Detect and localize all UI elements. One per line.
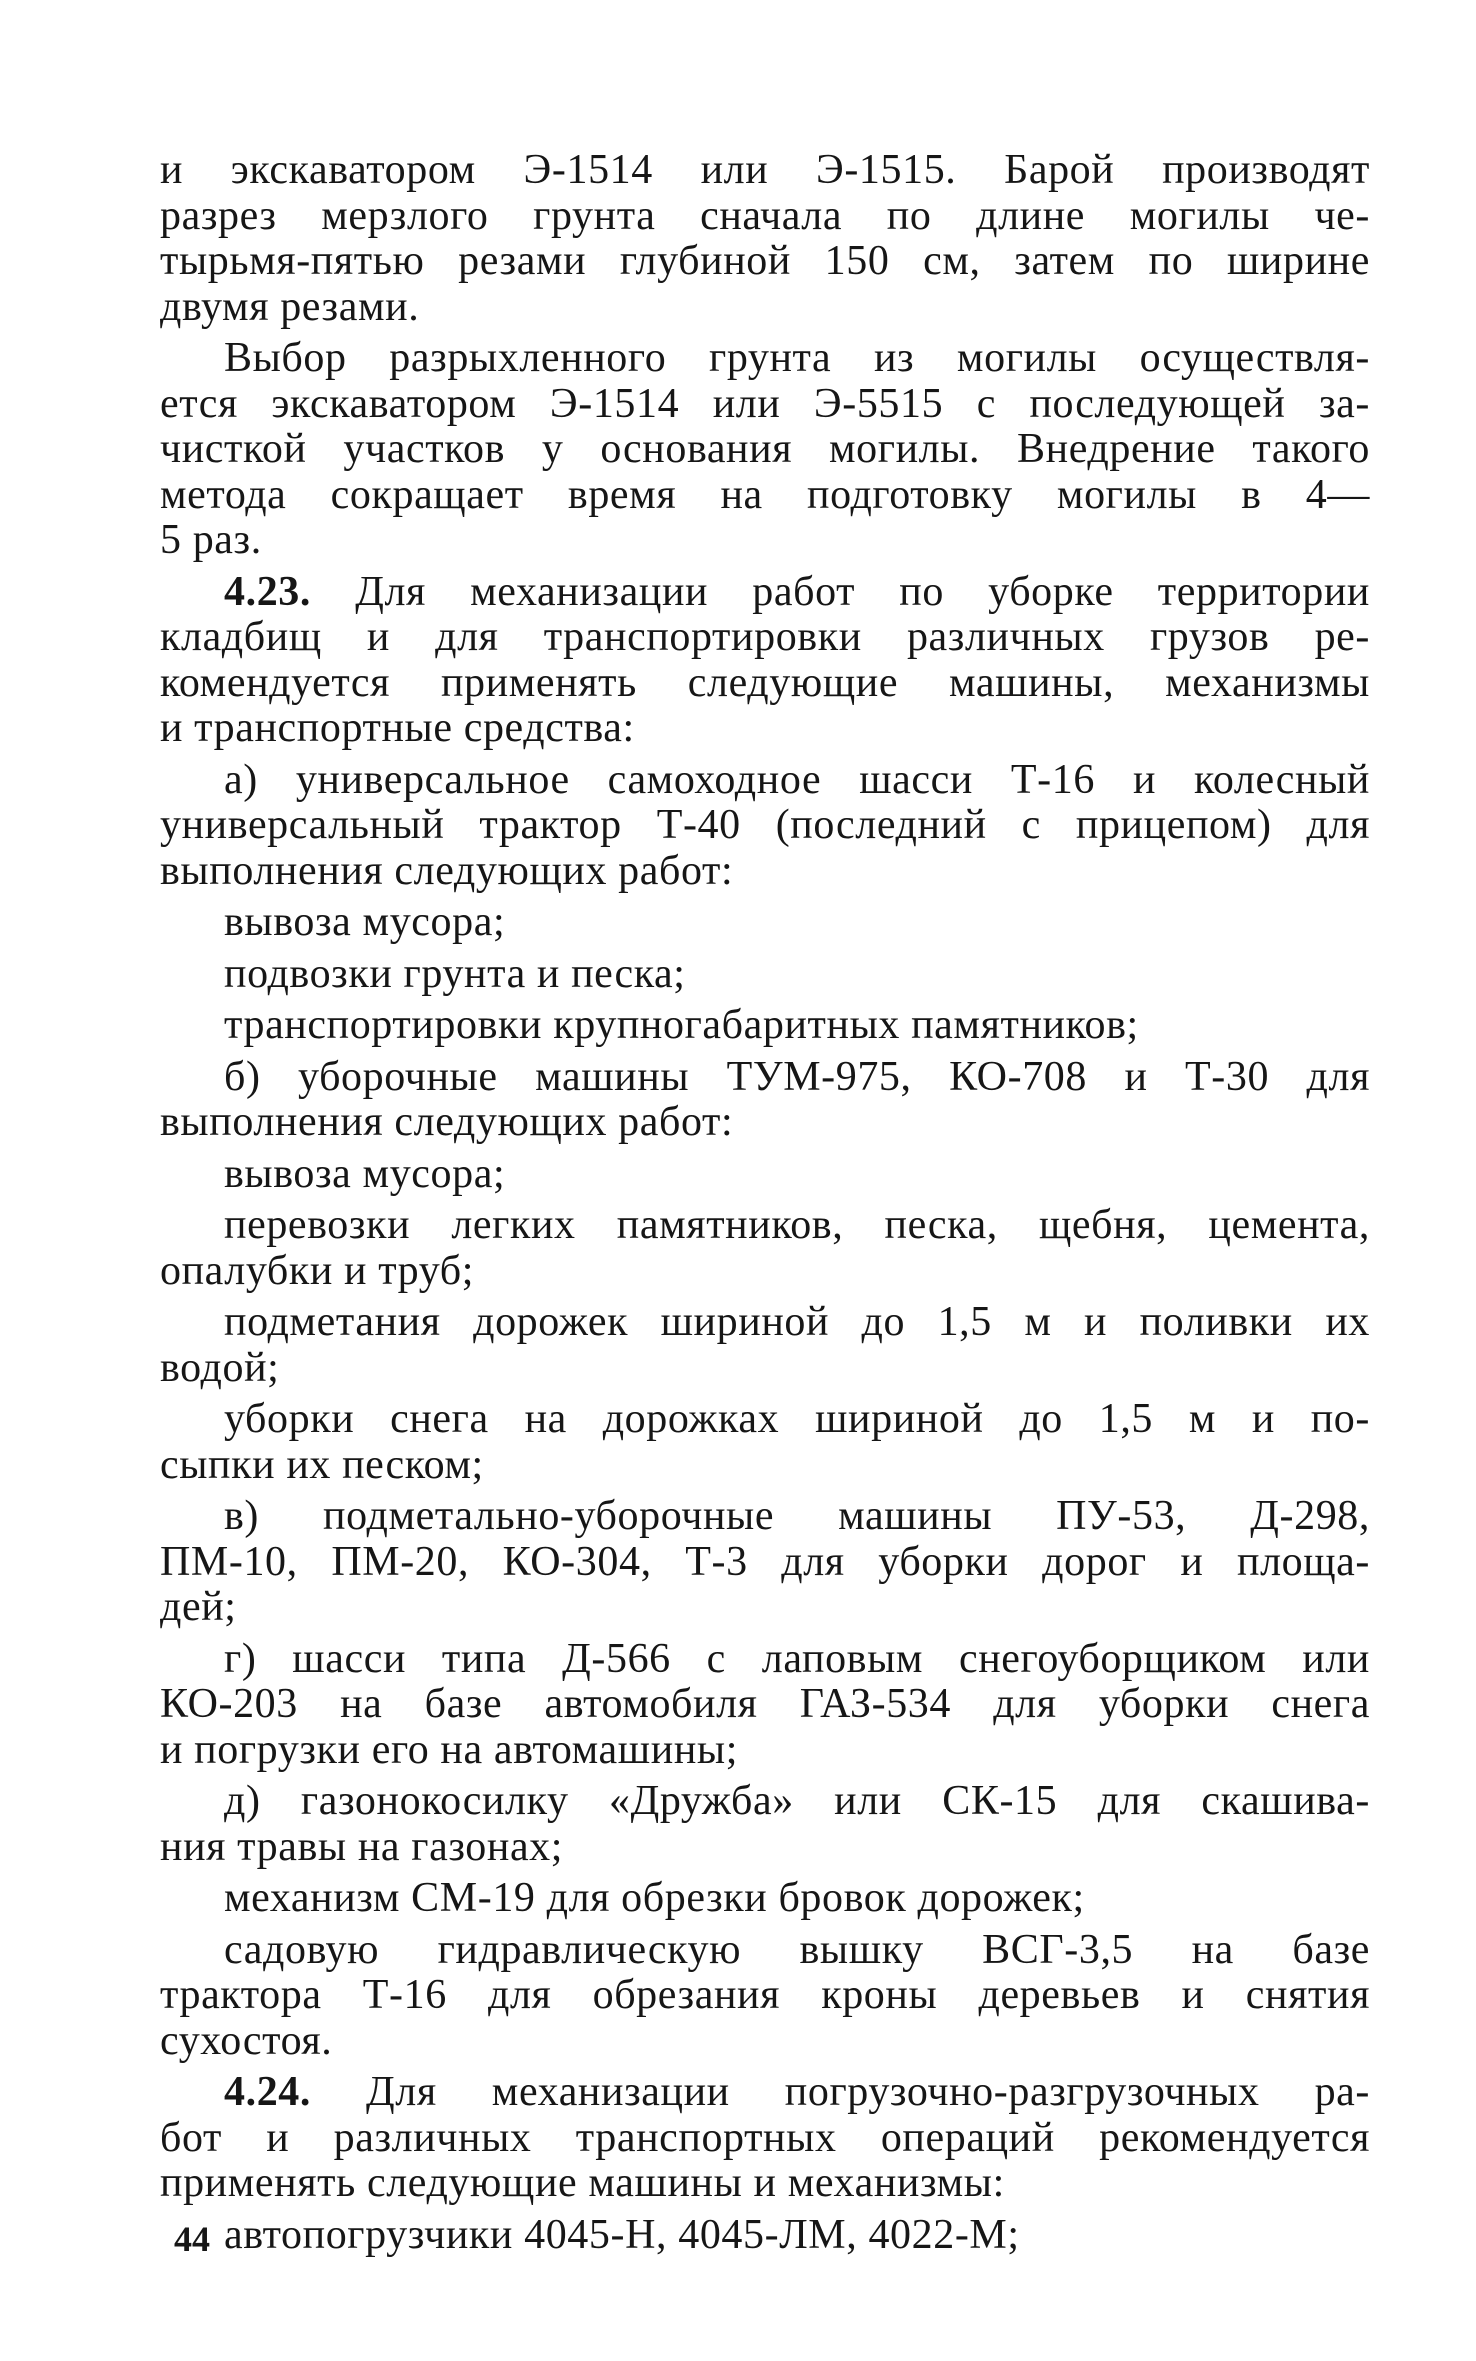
text-line: механизм СМ-19 для обрезки бровок дорожек; xyxy=(224,1875,1085,1921)
text-line: садовую гидравлическую вышку ВСГ-3,5 на базе xyxy=(224,1926,1370,1973)
text-line: трактора Т-16 для обрезания кроны деревьев и снятия xyxy=(160,1972,1370,2018)
text-line: и экскаватором Э-1514 или Э-1515. Барой производят xyxy=(160,147,1370,193)
text-line: и транспортные средства: xyxy=(160,705,635,751)
text-line: автопогрузчики 4045-Н, 4045-ЛМ, 4022-М; xyxy=(224,2211,1020,2258)
text-line: уборки снега на дорожках шириной до 1,5 м и по- xyxy=(224,1396,1370,1442)
text-line: ется экскаватором Э-1514 или Э-5515 с последующей за- xyxy=(160,380,1370,427)
text-line: перевозки легких памятников, песка, щебня, цемента, xyxy=(224,1202,1370,1248)
text-line: сухостоя. xyxy=(160,2017,333,2064)
text-line: водой; xyxy=(160,1344,280,1391)
text-line xyxy=(160,570,1370,616)
text-line: разрез мерзлого грунта сначала по длине могилы че- xyxy=(160,192,1370,239)
text-line: чисткой участков у основания могилы. Внедрение такого xyxy=(160,426,1370,472)
text-line: вывоза мусора; xyxy=(224,1150,506,1197)
text-line: тырьмя-пятью резами глубиной 150 см, затем по ширине xyxy=(160,238,1370,284)
text-line: д) газонокосилку «Дружба» или СК-15 для скашива- xyxy=(224,1778,1370,1824)
text-line: подвозки грунта и песка; xyxy=(224,950,686,997)
text-line: выполнения следующих работ: xyxy=(160,1099,734,1145)
text-line: применять следующие машины и механизмы: xyxy=(160,2160,1005,2206)
text-line: КО-203 на базе автомобиля ГАЗ-534 для уборки снега xyxy=(160,1681,1370,1727)
text-line xyxy=(160,2070,1370,2116)
text-line: а) универсальное самоходное шасси Т-16 и колесный xyxy=(224,756,1370,803)
text-line: ПМ-10, ПМ-20, КО-304, Т-3 для уборки дорог и площа- xyxy=(160,1538,1370,1585)
text-line: ния травы на газонах; xyxy=(160,1823,564,1870)
text-line: подметания дорожек шириной до 1,5 м и поливки их xyxy=(224,1299,1370,1345)
text-line: дей; xyxy=(160,1584,237,1630)
section-number: 4.23. xyxy=(224,568,311,615)
text-line: комендуется применять следующие машины, механизмы xyxy=(160,659,1370,706)
page-number: 44 xyxy=(174,2219,210,2259)
text-line: 5 раз. xyxy=(160,517,262,563)
text-run: Для механизации работ по уборке территории xyxy=(355,568,1370,615)
text-line: бот и различных транспортных операций рекомендуется xyxy=(160,2114,1370,2161)
page-body xyxy=(160,148,1370,2258)
text-line: метода сокращает время на подготовку могилы в 4— xyxy=(160,471,1370,518)
text-line: и погрузки его на автомашины; xyxy=(160,1726,738,1773)
text-line: двумя резами. xyxy=(160,283,420,330)
text-line: кладбищ и для транспортировки различных грузов ре- xyxy=(160,614,1370,660)
text-line: сыпки их песком; xyxy=(160,1441,484,1488)
text-line: универсальный трактор Т-40 (последний с прицепом) для xyxy=(160,802,1370,848)
text-line: в) подметально-уборочные машины ПУ-53, Д-298, xyxy=(224,1493,1370,1539)
text-line: Выбор разрыхленного грунта из могилы осуществля- xyxy=(224,335,1370,381)
text-line: вывоза мусора; xyxy=(224,899,506,945)
text-line: г) шасси типа Д-566 с лаповым снегоуборщиком или xyxy=(224,1635,1370,1682)
text-line: б) уборочные машины ТУМ-975, КО-708 и Т-30 для xyxy=(224,1053,1370,1100)
text-line: опалубки и труб; xyxy=(160,1247,475,1294)
text-run: Для механизации погрузочно-разгрузочных ра- xyxy=(366,2069,1370,2115)
section-number: 4.24. xyxy=(224,2069,311,2115)
text-line: транспортировки крупногабаритных памятников; xyxy=(224,1002,1139,1048)
text-line: выполнения следующих работ: xyxy=(160,847,734,894)
